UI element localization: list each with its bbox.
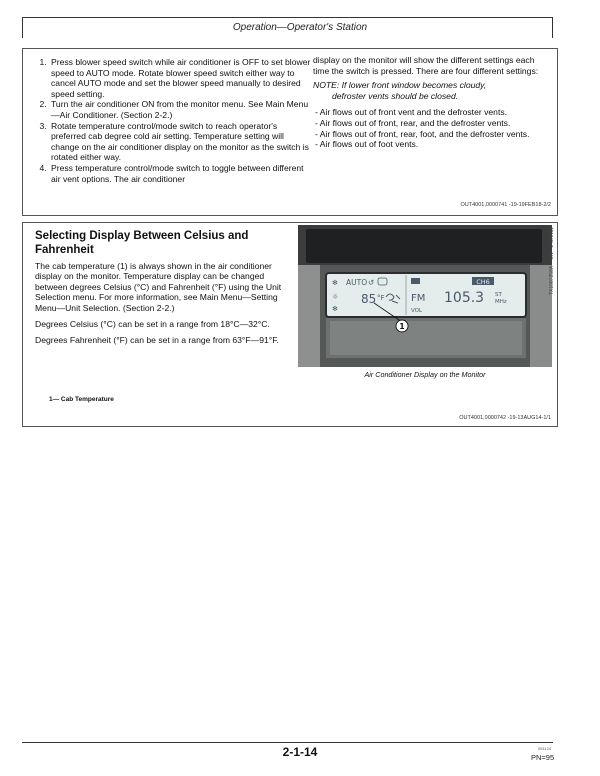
right-column [313,55,549,150]
airflow-item: - Air flows out of foot vents. [315,139,419,150]
reference-code: OUT4001,0000741 -19-19FEB18-2/2 [460,202,551,208]
step-2: 2. Turn the air conditioner ON from the monitor menu. See Main Menu—Air Conditioner. (Section 2-2.) [49,99,311,120]
ac-operation-box [22,48,558,216]
note [313,80,549,101]
figure-caption: Air Conditioner Display on the Monitor [364,370,486,379]
step-4: 4. Press temperature control/mode switch to toggle between different air vent options. The air conditioner [49,163,311,184]
step-list [35,57,311,184]
figure-legend: 1— Cab Temperature [49,396,114,403]
lcd-band: FM [411,293,426,304]
celsius-fahrenheit-box [22,222,558,427]
section-title: Selecting Display Between Celsius and Fahrenheit [35,230,249,256]
footer-rule [22,742,553,743]
sun-icon: ☼ [332,293,339,301]
note-line-2: defroster vents should be closed. [332,90,459,101]
step-4-continuation: display on the monitor will show the different settings each time the switch is pressed. There are four different settings: [313,55,539,76]
airflow-list [313,107,549,149]
header-top-rule [22,17,553,18]
ac-display-photo [298,225,552,367]
step-3: 3. Rotate temperature control/mode switch to reach operator's preferred cab degree cold air setting. Temperature setting will change on the air conditioner display on the monitor as the switch is rotated either way. [49,121,311,163]
radio-source-icon [411,278,420,284]
reference-code: OUT4001,0000742 -19-13AUG14-1/1 [459,415,551,421]
lcd-unit: °F [377,294,385,302]
fan-low-icon: ✻ [332,305,338,313]
page-number: 2-1-14 [282,745,318,759]
callout-number: 1 [399,322,405,331]
step-1: 1. Press blower speed switch while air conditioner is OFF to set blower speed to AUTO mode. Rotate blower speed switch either way to cancel AUTO mode and set the blower speed manually to desired speed setting. [49,57,311,99]
footer-code: 051124 [538,746,552,751]
lcd-auto: AUTO [346,278,368,287]
airflow-item: - Air flows out of front, rear, foot, and the defroster vents. [315,128,530,139]
lcd-volume: VOL [411,308,423,314]
lcd-temperature: 85 [361,292,377,306]
airflow-item: - Air flows out of front, rear, and the defroster vents. [315,117,511,128]
header-title: Operation—Operator's Station [232,22,368,33]
airflow-item: - Air flows out of front vent and the defroster vents. [315,107,508,118]
lcd-stereo: ST [495,292,502,298]
lcd-mhz: MHz [495,299,507,305]
page-pn: PN=95 [531,753,555,762]
note-line-1: NOTE: If lower front window becomes cloudy, [313,80,487,91]
lcd-frequency: 105.3 [444,290,485,306]
paragraph: Degrees Fahrenheit (°F) can be set in a range from 63°F—91°F. [35,335,279,346]
section-body [35,261,297,352]
fan-icon: ✻ [332,279,338,287]
paragraph: The cab temperature (1) is always shown in the air conditioner display on the monitor. Temperature display can be changed between degrees Celsius (°C) and Fahrenheit (°F) using the Unit Selection menu. For more information, see Main Menu—Setting Menu—Unit Selection. (Section 2-2.) [35,261,282,313]
paragraph: Degrees Celsius (°C) can be set in a range from 18°C—32°C. [35,319,270,330]
ac-display-illustration [298,225,552,367]
lcd-channel: CH6 [476,278,490,286]
figure-side-label: TX1087258A —UN—24JAN11 [549,227,555,295]
recirculate-icon: ↺ [368,278,375,287]
